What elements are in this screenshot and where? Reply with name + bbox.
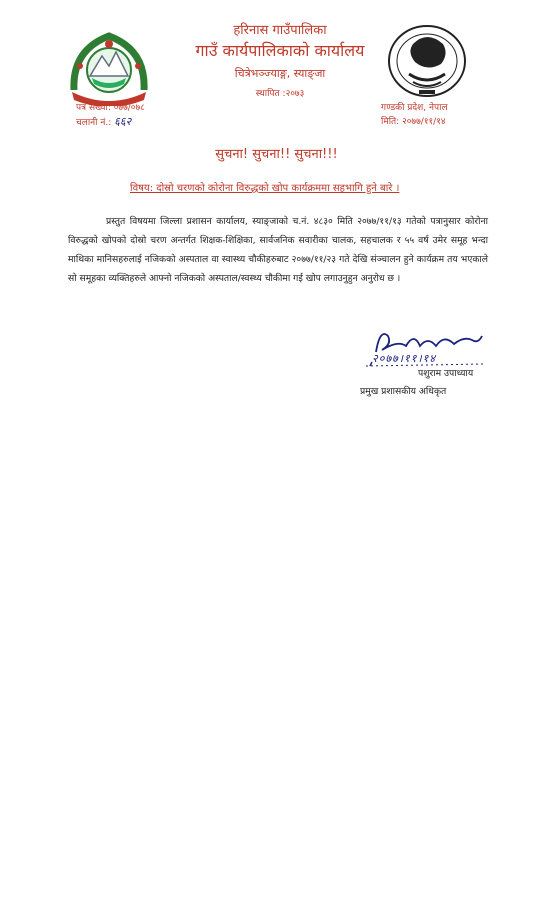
office-name: हरिनास गाउँपालिका bbox=[233, 23, 327, 38]
signature-date: २०७७।११।१४ bbox=[372, 352, 437, 365]
established-year: स्थापित :२०७३ bbox=[255, 89, 305, 99]
signatory-title: प्रमुख प्रशासकीय अधिकृत bbox=[360, 386, 447, 397]
letter-date: मिति: २०७७/११/१४ bbox=[381, 117, 446, 127]
office-title: गाउँ कार्यपालिकाको कार्यालय bbox=[195, 41, 365, 60]
dispatch-number-label: चलानी नं.: bbox=[76, 118, 112, 128]
office-seal-icon bbox=[383, 20, 471, 102]
nepal-emblem-icon bbox=[66, 30, 152, 106]
office-location: चित्रेभञ्ज्याङ्ग, स्याङ्जा bbox=[234, 67, 326, 80]
dispatch-number-value: ६६२ bbox=[114, 115, 132, 128]
subject-line: विषय: दोस्रो चरणको कोरोना विरुद्धको खोप कार्यक्रममा सहभागि हुने बारे । bbox=[130, 183, 400, 194]
dispatch-number bbox=[76, 114, 131, 129]
letter-number: पत्र संख्या: ०७७/०७८ bbox=[76, 103, 145, 113]
signatory-name: पशुराम उपाध्याय bbox=[418, 368, 474, 379]
notice-body: प्रस्तुत विषयमा जिल्ला प्रशासन कार्यालय, स्याङ्जाको च.नं. ४८३० मिति २०७७/११/१३ गतेको पत्रानुसार कोरोना विरुद्धको खोपको दोस्रो चरण अन्तर्गत शिक्षक-शिक्षिका, सार्वजनिक सवारीका चालक, सहचालक र ५५ वर्ष उमेर समूह भन्दा माथिका मानिसहरुलाई नजिकको अस्पताल वा स्वास्थ्य चौकीहरुबाट २०७७/११/२३ गते देखि संञ्चालन हुने कार्यक्रम तय भएकाले सो समूहका व्यक्तिहरुले आफ्नो नजिकको अस्पताल/स्वस्थ्य चौकीमा गई खोप लगाउनुहुन अनुरोध छ । bbox=[68, 216, 488, 284]
notice-title: सुचना! सुचना!! सुचना!!! bbox=[215, 147, 338, 162]
province-name: गण्डकी प्रदेश, नेपाल bbox=[381, 103, 448, 113]
